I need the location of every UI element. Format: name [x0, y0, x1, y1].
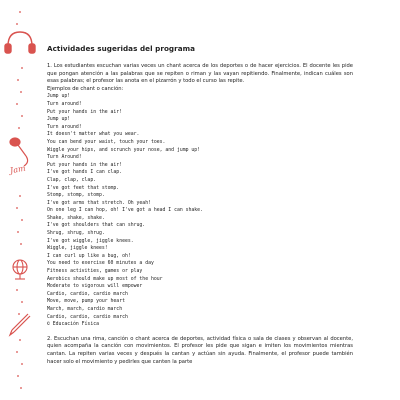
- chant-line: I can curl up like a bug, oh!: [47, 253, 131, 259]
- chant-line: I've got shoulders that can shrug.: [47, 223, 146, 229]
- chant-line: Wiggle, jiggle knees!: [47, 246, 108, 252]
- chant-line: Put your hands in the air!: [47, 109, 123, 115]
- chant-line: March, march, cardio march: [47, 307, 123, 312]
- pencil-icon: [10, 314, 30, 335]
- sidebar-illustration: [0, 0, 38, 400]
- chant-line: Clap, clap, clap.: [47, 177, 97, 183]
- chant-line: Aerobics should make up most of the hour: [47, 276, 163, 282]
- chant-line: Shake, shake, shake.: [47, 215, 105, 221]
- paragraph-2: 2. Escuchan una rima, canción o chant acerca de deportes, actividad física o sala de clases y observan al docente, quien acompaña la canción con movimientos. El profesor les pide que sigan e imiten los movimientos mientras cantan. La repiten varias veces y después la cantan y actúan sin ayuda. Finalmente, el profesor puede también hacer solo el movimiento y pedirles que canten la parte: [47, 335, 353, 365]
- headphones-icon: [5, 32, 35, 53]
- spacer: [47, 329, 353, 336]
- chant-line: Cardio, cardio, cardio march: [47, 291, 128, 297]
- chant-line: Turn Around!: [47, 155, 82, 161]
- chant-line: Moderate to vigorous will empower: [47, 284, 143, 290]
- document-title: Actividades sugeridas del programa: [47, 44, 196, 53]
- chant-line: I've got wiggle, jiggle knees.: [47, 238, 134, 244]
- chant-line: Turn around!: [47, 101, 82, 107]
- chant-line: You need to exercise 60 minutes a day: [47, 261, 154, 267]
- decorative-sidebar: [0, 0, 38, 400]
- chant-line: Cardio, cardio, cardio march: [47, 314, 128, 320]
- microphone-icon: [10, 138, 28, 166]
- chant-line: You can bend your waist, touch your toes.: [47, 139, 166, 145]
- chant-line: Stomp, stomp, stomp.: [47, 193, 105, 199]
- chant-line: I've got hands I can clap.: [47, 170, 123, 176]
- chant-line: Wiggle your hips, and scrunch your nose, and jump up!: [47, 147, 201, 153]
- chant-line: Fitness activities, games or play: [47, 269, 143, 275]
- chant-line: It doesn't matter what you wear.: [47, 132, 140, 138]
- chant-line: Jump up!: [47, 117, 71, 123]
- chant-line: Put your hands in the air!: [47, 162, 123, 168]
- chant-line: I've got feet that stomp.: [47, 185, 120, 191]
- examples-label: Ejemplos de chant o canción:: [47, 85, 124, 92]
- chant-lyrics: [47, 93, 353, 328]
- chant-line: Turn around!: [47, 124, 82, 130]
- globe-icon: [13, 260, 27, 279]
- chant-credit: © Educación Física: [47, 322, 99, 328]
- chant-line: Shrug, shrug, shrug.: [47, 231, 105, 237]
- document-body: [47, 44, 353, 366]
- chant-line: Jump up!: [47, 94, 71, 100]
- dotted-line: [16, 11, 23, 389]
- paragraph-1: 1. Los estudiantes escuchan varias veces un chant acerca de los deportes o de hacer ejercicios. El docente les pide que pongan atención a las palabras que se repiten o riman y las vayan repitiendo. Finalmente, indican cuáles son esas palabras; el profesor las anota en el pizarrón y todo el curso las repite.: [47, 63, 353, 85]
- chant-line: On one leg I can hop, oh! I've got a head I can shake.: [47, 208, 203, 214]
- chant-line: I've got arms that stretch. Oh yeah!: [47, 200, 151, 206]
- jam-label: Jam: [9, 163, 27, 176]
- chant-line: Move, move, pump your heart: [47, 299, 125, 305]
